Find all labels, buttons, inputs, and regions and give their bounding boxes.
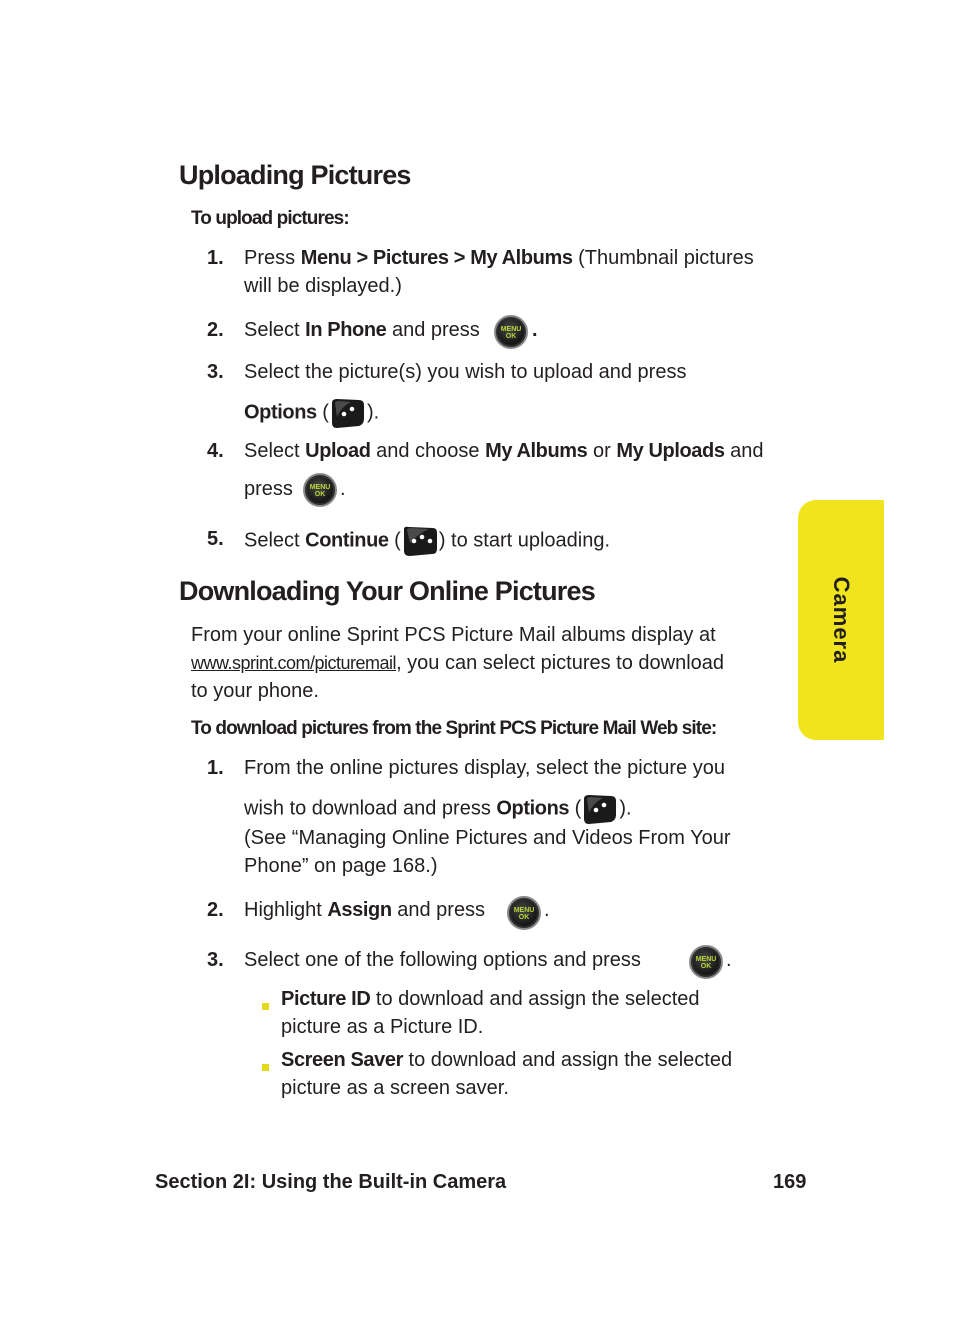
option-bullet-picture-id <box>281 985 700 1041</box>
download-step-3: Select one of the following options and press <box>244 949 641 971</box>
step-number: 1. <box>207 757 224 779</box>
step-text: Select <box>244 319 306 341</box>
download-step-1-line2 <box>244 793 632 825</box>
paragraph-text: From your online Sprint PCS Picture Mail albums display at <box>191 624 716 646</box>
footer-section-title: Section 2I: Using the Built-in Camera <box>155 1171 507 1193</box>
step-number: 5. <box>207 528 224 550</box>
menu-ok-icon: MENU OK <box>303 473 337 507</box>
step-text: ). <box>366 401 380 424</box>
upload-step-2 <box>244 316 480 344</box>
option-name: My Albums <box>485 440 588 462</box>
option-name: Assign <box>327 899 392 921</box>
option-name: Options <box>244 401 317 424</box>
step-text: will be displayed.) <box>244 275 402 297</box>
left-softkey-icon <box>581 793 619 825</box>
step-text: ( <box>316 401 329 424</box>
step-text: (Thumbnail pictures <box>572 247 754 269</box>
menu-ok-icon: MENU OK <box>689 945 723 979</box>
step-text: ( <box>388 529 401 552</box>
page-number: 169 <box>773 1171 807 1193</box>
option-name: Options <box>496 797 570 820</box>
bullet-marker <box>262 1059 281 1077</box>
upload-step-3-line2 <box>244 397 379 429</box>
step-number: 1. <box>207 247 224 269</box>
bullet-text: to download and assign the selected <box>370 988 700 1010</box>
upload-step-5 <box>244 525 610 557</box>
picturemail-link[interactable]: www.sprint.com/picturemail <box>191 653 397 673</box>
option-name: Continue <box>305 529 389 552</box>
step-text: Press <box>244 247 301 269</box>
step-text-end: . <box>544 899 550 921</box>
step-text: (See “Managing Online Pictures and Videos From Your <box>244 827 731 849</box>
step-text: ) to start uploading. <box>438 529 611 552</box>
step-text-end: . <box>726 949 732 971</box>
download-step-1: From the online pictures display, select the picture you <box>244 757 725 779</box>
step-number: 2. <box>207 899 224 921</box>
step-text: wish to download and press <box>244 797 497 820</box>
option-name: In Phone <box>305 319 387 341</box>
upload-step-4-line2: press <box>244 478 293 500</box>
upload-step-4 <box>244 437 764 465</box>
step-number: 3. <box>207 361 224 383</box>
step-text: and <box>724 440 764 462</box>
step-text: and choose <box>370 440 486 462</box>
step-text: and press <box>386 319 480 341</box>
section-subtitle-upload: To upload pictures: <box>191 208 349 229</box>
upload-step-1 <box>244 244 754 300</box>
option-name: Picture ID <box>281 988 371 1010</box>
download-step-2 <box>244 896 485 924</box>
intro-paragraph <box>191 621 724 705</box>
menu-ok-icon: MENU OK <box>507 896 541 930</box>
step-number: 2. <box>207 319 224 341</box>
step-number: 4. <box>207 440 224 462</box>
step-text: or <box>587 440 617 462</box>
section-title-downloading: Downloading Your Online Pictures <box>179 576 595 606</box>
bullet-marker <box>262 998 281 1016</box>
step-text-end: . <box>532 319 538 341</box>
step-text: Highlight <box>244 899 328 921</box>
side-tab-label-wrap <box>798 500 884 740</box>
right-softkey-icon <box>401 525 439 557</box>
paragraph-text: to your phone. <box>191 680 319 702</box>
step-number: 3. <box>207 949 224 971</box>
step-text: and press <box>391 899 486 921</box>
section-title-uploading: Uploading Pictures <box>179 160 411 190</box>
step-text: ). <box>619 797 632 820</box>
option-name: Upload <box>305 440 371 462</box>
section-subtitle-download: To download pictures from the Sprint PCS Picture Mail Web site: <box>191 718 717 739</box>
menu-ok-icon: MENU OK <box>494 315 528 349</box>
option-name: My Uploads <box>616 440 725 462</box>
left-softkey-icon <box>329 397 367 429</box>
bullet-text: picture as a Picture ID. <box>281 1016 484 1038</box>
side-tab-label: Camera <box>829 576 854 664</box>
menu-path: Menu > Pictures > My Albums <box>300 247 573 269</box>
bullet-text: picture as a screen saver. <box>281 1077 509 1099</box>
option-bullet-screen-saver <box>281 1046 732 1102</box>
step-text-end: . <box>340 478 346 500</box>
step-text: Select <box>244 440 306 462</box>
step-text: Select <box>244 529 306 552</box>
paragraph-text: , you can select pictures to download <box>396 652 725 674</box>
option-name: Screen Saver <box>281 1049 403 1071</box>
bullet-text: to download and assign the selected <box>402 1049 733 1071</box>
step-text: Phone” on page 168.) <box>244 855 438 877</box>
download-step-1-note <box>244 824 731 880</box>
upload-step-3: Select the picture(s) you wish to upload and press <box>244 361 687 383</box>
step-text: ( <box>569 797 582 820</box>
